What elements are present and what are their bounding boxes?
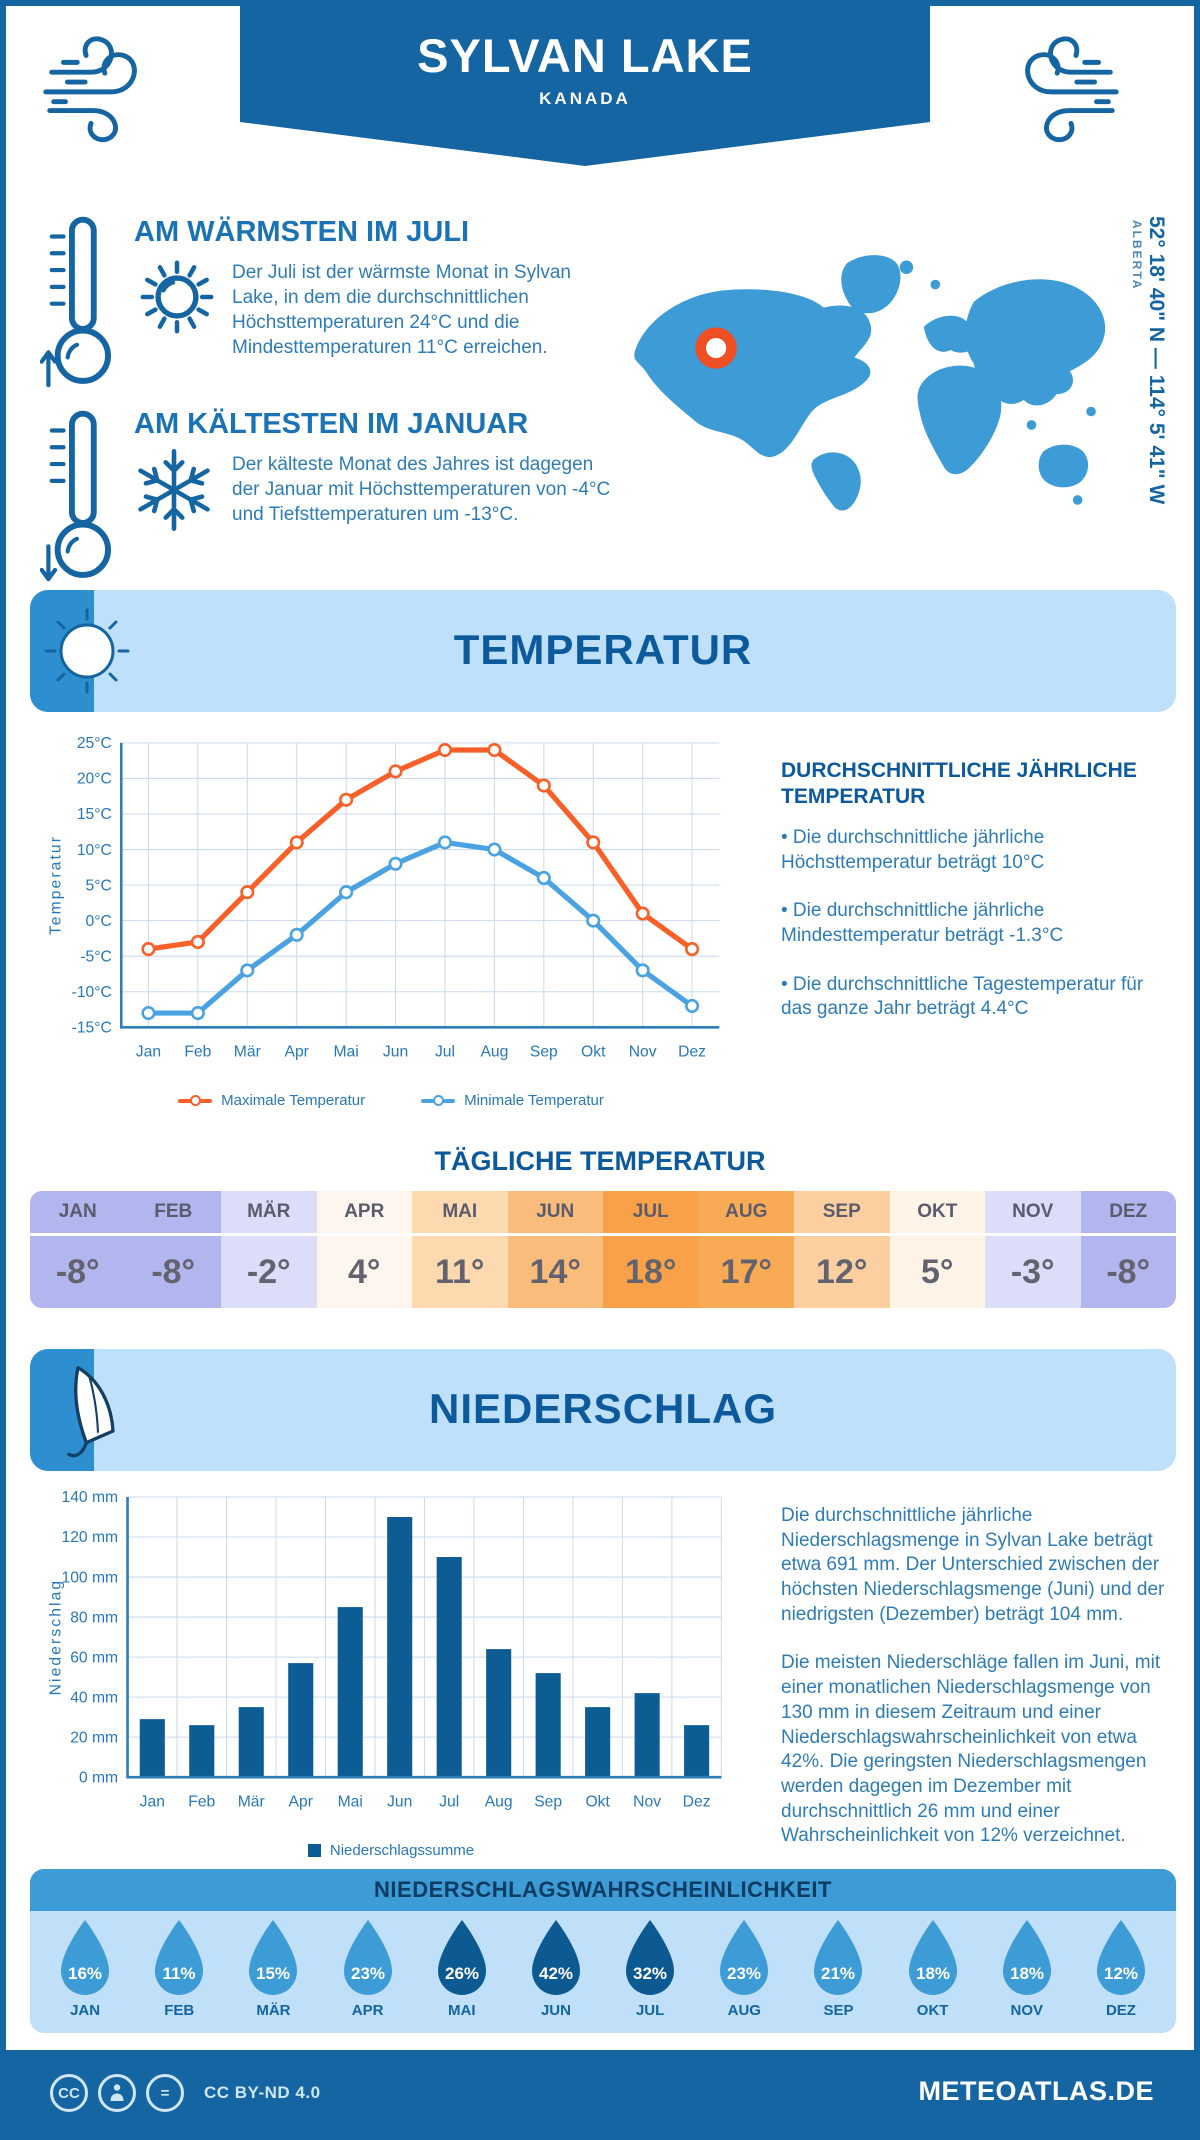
daily-temp-value: 11° <box>412 1236 508 1308</box>
svg-text:Jan: Jan <box>135 1043 162 1061</box>
svg-text:Dez: Dez <box>678 1043 707 1061</box>
droplet-month: APR <box>351 2002 384 2019</box>
daily-temp-value: 12° <box>794 1236 890 1308</box>
daily-temp-month: FEB <box>126 1191 222 1236</box>
daily-temp-month: MAI <box>412 1191 508 1236</box>
svg-text:32%: 32% <box>633 1964 668 1983</box>
region-label: ALBERTA <box>1130 220 1144 291</box>
probability-droplet <box>226 1917 320 2019</box>
svg-text:Jan: Jan <box>139 1793 165 1811</box>
daily-temp-month: DEZ <box>1081 1191 1177 1236</box>
coordinates <box>1130 216 1168 556</box>
daily-temp-value: -8° <box>126 1236 222 1308</box>
droplet-icon <box>618 1917 682 2001</box>
droplet-icon <box>1089 1917 1153 2001</box>
daily-temp-value: 4° <box>317 1236 413 1308</box>
probability-title: NIEDERSCHLAGSWAHRSCHEINLICHKEIT <box>30 1869 1176 1911</box>
svg-text:18%: 18% <box>1009 1964 1044 1983</box>
daily-temp-cell <box>1081 1191 1177 1308</box>
svg-text:11%: 11% <box>162 1964 196 1983</box>
svg-text:Okt: Okt <box>585 1793 610 1811</box>
annual-bullet: • Die durchschnittliche jährliche Mindesttemperatur beträgt -1.3°C <box>781 900 1064 947</box>
svg-text:Sep: Sep <box>529 1043 558 1061</box>
probability-droplet <box>415 1917 509 2019</box>
svg-text:Aug: Aug <box>480 1043 509 1061</box>
svg-text:10°C: 10°C <box>76 841 112 859</box>
svg-text:Mai: Mai <box>333 1043 359 1061</box>
daily-temp-value: -2° <box>221 1236 317 1308</box>
daily-temp-value: -3° <box>985 1236 1081 1308</box>
svg-text:-5°C: -5°C <box>80 948 112 966</box>
svg-text:Temperatur: Temperatur <box>47 835 65 936</box>
droplet-month: MÄR <box>256 2002 291 2019</box>
droplet-icon <box>430 1917 494 2001</box>
svg-text:Niederschlag: Niederschlag <box>47 1578 65 1696</box>
svg-text:Jun: Jun <box>387 1793 413 1811</box>
wind-icon <box>1010 26 1128 144</box>
probability-droplet <box>697 1917 791 2019</box>
world-map <box>618 234 1118 514</box>
daily-temp-month: APR <box>317 1191 413 1236</box>
daily-temp-value: 18° <box>603 1236 699 1308</box>
probability-droplet <box>1074 1917 1168 2019</box>
precipitation-section-title: NIEDERSCHLAG <box>428 1385 778 1432</box>
temperature-legend <box>46 1092 736 1109</box>
probability-droplet <box>132 1917 226 2019</box>
droplet-icon <box>995 1917 1059 2001</box>
probability-droplet <box>980 1917 1074 2019</box>
legend-item: Maximale Temperatur <box>178 1092 365 1109</box>
daily-temp-cell <box>603 1191 699 1308</box>
svg-text:5°C: 5°C <box>85 877 112 895</box>
person-icon <box>98 2074 136 2112</box>
daily-temp-month: JUL <box>603 1191 699 1236</box>
temperature-section-banner <box>30 590 1176 712</box>
daily-temp-cell <box>794 1191 890 1308</box>
svg-text:40 mm: 40 mm <box>70 1689 119 1707</box>
coordinates-text: 52° 18' 40" N — 114° 5' 41" W <box>1145 216 1168 505</box>
svg-text:-15°C: -15°C <box>71 1019 112 1037</box>
annual-bullet: • Die durchschnittliche jährliche Höchsttemperatur beträgt 10°C <box>781 827 1045 873</box>
wind-icon <box>34 26 152 144</box>
svg-text:120 mm: 120 mm <box>61 1529 119 1547</box>
daily-temp-month: AUG <box>699 1191 795 1236</box>
probability-panel <box>30 1869 1176 2033</box>
droplet-month: MAI <box>448 2002 476 2019</box>
svg-text:23%: 23% <box>350 1964 385 1983</box>
site-name: METEOATLAS.DE <box>918 2076 1154 2106</box>
svg-text:Apr: Apr <box>284 1043 309 1061</box>
probability-droplets <box>30 1911 1176 2019</box>
droplet-icon <box>336 1917 400 2001</box>
probability-droplet <box>509 1917 603 2019</box>
svg-text:20 mm: 20 mm <box>70 1729 119 1747</box>
svg-text:60 mm: 60 mm <box>70 1649 119 1667</box>
probability-droplet <box>791 1917 885 2019</box>
daily-temp-cell <box>221 1191 317 1308</box>
daily-temp-month: MÄR <box>221 1191 317 1236</box>
svg-text:16%: 16% <box>68 1964 103 1983</box>
droplet-month: SEP <box>823 2002 854 2019</box>
svg-text:26%: 26% <box>444 1964 479 1983</box>
precipitation-chart <box>46 1478 736 1838</box>
svg-text:25°C: 25°C <box>76 735 112 753</box>
warm-heading: AM WÄRMSTEN IM JULI <box>134 216 470 248</box>
svg-text:23%: 23% <box>727 1964 762 1983</box>
droplet-month: AUG <box>727 2002 761 2019</box>
page-title: SYLVAN LAKE <box>417 29 753 82</box>
grid <box>128 1497 722 1777</box>
thermometer-cold-icon <box>40 398 124 594</box>
daily-temp-month: NOV <box>985 1191 1081 1236</box>
svg-text:80 mm: 80 mm <box>70 1609 119 1627</box>
droplet-month: JUL <box>635 2002 665 2019</box>
temperature-chart <box>46 726 736 1086</box>
svg-text:15°C: 15°C <box>76 806 112 824</box>
svg-text:Feb: Feb <box>184 1043 212 1061</box>
license-icons <box>50 2074 321 2112</box>
svg-text:Jul: Jul <box>434 1043 456 1061</box>
svg-text:Aug: Aug <box>484 1793 513 1811</box>
daily-temp-month: SEP <box>794 1191 890 1236</box>
droplet-icon <box>53 1917 117 2001</box>
license-label: CC BY-ND 4.0 <box>204 2083 321 2102</box>
droplet-icon <box>241 1917 305 2001</box>
cold-heading: AM KÄLTESTEN IM JANUAR <box>134 408 529 440</box>
daily-temp-cell <box>985 1191 1081 1308</box>
daily-temperature-title: TÄGLICHE TEMPERATUR <box>434 1146 766 1176</box>
svg-text:20°C: 20°C <box>76 770 112 788</box>
svg-text:100 mm: 100 mm <box>61 1569 119 1587</box>
grid <box>121 743 719 1027</box>
precipitation-paragraph: Die meisten Niederschläge fallen im Juni, mit einer monatlichen Niederschlagsmenge von 130 mm in diesem Zeitraum und einer Niederschlagswahrscheinlichkeit von etwa 42%. Die geringsten Niederschlagsmengen werden dagegen im Dezember mit durchschnittlich 26 mm und einer Wahrscheinlichkeit von 12% verzeichnet. <box>781 1652 1161 1847</box>
svg-text:Jul: Jul <box>439 1793 460 1811</box>
page-subtitle: KANADA <box>539 89 631 108</box>
daily-temp-cell <box>890 1191 986 1308</box>
svg-text:Mär: Mär <box>237 1793 265 1811</box>
header-banner <box>240 6 930 122</box>
svg-text:-10°C: -10°C <box>71 983 112 1001</box>
droplet-month: OKT <box>916 2002 949 2019</box>
nd-icon: = <box>146 2074 184 2112</box>
droplet-icon <box>712 1917 776 2001</box>
daily-temp-cell <box>317 1191 413 1308</box>
droplet-month: DEZ <box>1105 2002 1136 2019</box>
droplet-month: FEB <box>164 2002 195 2019</box>
cold-text: Der kälteste Monat des Jahres ist dagegen der Januar mit Höchsttemperaturen von -4°C und Tiefsttemperaturen um -13°C. <box>232 454 611 526</box>
daily-temp-value: 14° <box>508 1236 604 1308</box>
probability-droplet <box>603 1917 697 2019</box>
daily-temp-value: -8° <box>30 1236 126 1308</box>
droplet-icon <box>147 1917 211 2001</box>
svg-text:15%: 15% <box>256 1964 291 1983</box>
svg-text:Apr: Apr <box>288 1793 313 1811</box>
footer <box>0 2050 1200 2140</box>
legend-item: Niederschlagssumme <box>308 1842 474 1859</box>
precipitation-section-banner <box>30 1349 1176 1471</box>
svg-text:12%: 12% <box>1103 1964 1138 1983</box>
annual-heading: DURCHSCHNITTLICHE JÄHRLICHE TEMPERATUR <box>781 759 1137 809</box>
svg-text:Mai: Mai <box>337 1793 363 1811</box>
svg-text:42%: 42% <box>538 1964 573 1983</box>
warm-text: Der Juli ist der wärmste Monat in Sylvan Lake, in dem die durchschnittlichen Höchsttemperaturen 24°C und die Mindesttemperaturen 11°C erreichen. <box>232 262 571 359</box>
daily-temp-value: 17° <box>699 1236 795 1308</box>
svg-text:Nov: Nov <box>628 1043 657 1061</box>
svg-text:18%: 18% <box>915 1964 950 1983</box>
svg-text:0 mm: 0 mm <box>78 1769 119 1787</box>
daily-temp-cell <box>508 1191 604 1308</box>
location-marker <box>701 333 732 364</box>
droplet-icon <box>806 1917 870 2001</box>
cc-icon: CC <box>50 2074 88 2112</box>
daily-temp-value: 5° <box>890 1236 986 1308</box>
temperature-section-title: TEMPERATUR <box>453 626 753 673</box>
legend-item: Minimale Temperatur <box>421 1092 604 1109</box>
thermometer-warm-icon <box>40 204 124 400</box>
annual-bullets <box>781 826 1173 1046</box>
sun-icon <box>132 252 222 342</box>
daily-temp-cell <box>30 1191 126 1308</box>
daily-temp-cell <box>699 1191 795 1308</box>
svg-text:Nov: Nov <box>633 1793 662 1811</box>
droplet-icon <box>524 1917 588 2001</box>
snowflake-icon <box>128 444 220 536</box>
svg-text:0°C: 0°C <box>85 912 112 930</box>
precipitation-paragraph: Die durchschnittliche jährliche Niederschlagsmenge in Sylvan Lake beträgt etwa 691 mm. Der Unterschied zwischen der höchsten Niederschlagsmenge (Juni) und der niedrigsten (Dezember) beträgt 104 mm. <box>781 1505 1165 1625</box>
daily-temp-month: JAN <box>30 1191 126 1236</box>
svg-text:Sep: Sep <box>534 1793 563 1811</box>
probability-droplet <box>38 1917 132 2019</box>
daily-temp-cell <box>412 1191 508 1308</box>
daily-temperature-table <box>30 1191 1176 1308</box>
daily-temp-month: JUN <box>508 1191 604 1236</box>
droplet-month: NOV <box>1010 2002 1044 2019</box>
precipitation-legend <box>46 1842 736 1859</box>
droplet-month: JAN <box>70 2002 101 2019</box>
svg-text:Feb: Feb <box>188 1793 216 1811</box>
probability-droplet <box>321 1917 415 2019</box>
svg-text:140 mm: 140 mm <box>61 1489 119 1507</box>
droplet-month: JUN <box>540 2002 571 2019</box>
daily-temp-value: -8° <box>1081 1236 1177 1308</box>
daily-temp-cell <box>126 1191 222 1308</box>
svg-text:Jun: Jun <box>382 1043 409 1061</box>
annual-bullet: • Die durchschnittliche Tagestemperatur für das ganze Jahr beträgt 4.4°C <box>781 973 1144 1020</box>
svg-text:Okt: Okt <box>581 1043 606 1061</box>
svg-text:Mär: Mär <box>233 1043 261 1061</box>
svg-text:21%: 21% <box>821 1964 856 1983</box>
droplet-icon <box>901 1917 965 2001</box>
daily-temp-month: OKT <box>890 1191 986 1236</box>
probability-droplet <box>886 1917 980 2019</box>
svg-text:Dez: Dez <box>682 1793 711 1811</box>
